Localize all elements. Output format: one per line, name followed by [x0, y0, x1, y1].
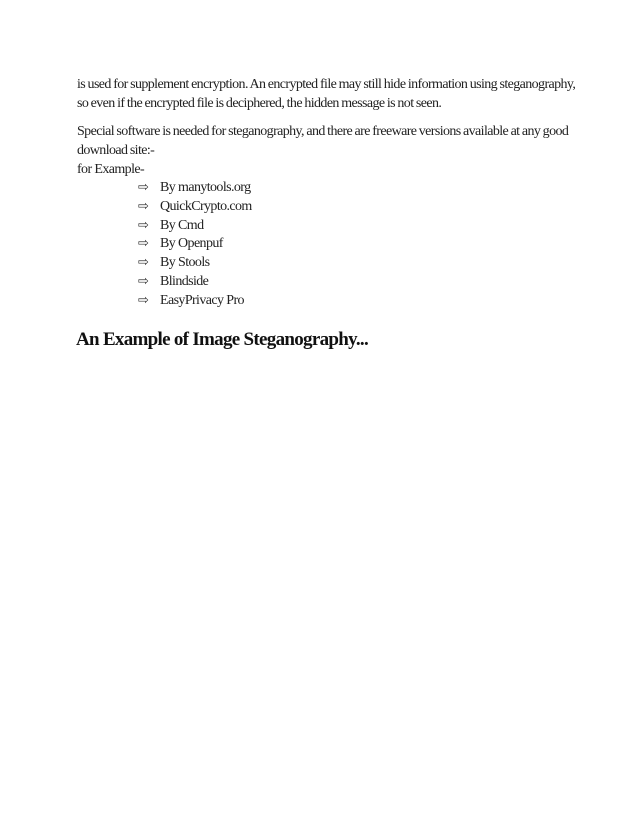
- paragraph-software: Special software is needed for steganography, and there are freeware versions available at any good download site:-: [77, 124, 569, 158]
- arrow-right-icon: ⇨: [138, 198, 149, 214]
- tool-label: By Stools: [160, 255, 210, 271]
- arrow-right-icon: ⇨: [138, 273, 149, 289]
- list-item: [138, 198, 252, 217]
- tool-label: By manytools.org: [160, 180, 251, 195]
- arrow-right-icon: ⇨: [138, 292, 149, 308]
- arrow-right-icon: ⇨: [138, 217, 149, 233]
- tool-label: By Cmd: [160, 217, 204, 233]
- tool-label: EasyPrivacy Pro: [160, 292, 244, 308]
- list-item: [138, 217, 252, 236]
- arrow-right-icon: ⇨: [138, 236, 149, 252]
- arrow-right-icon: ⇨: [138, 255, 149, 271]
- tool-label: By Openpuf: [160, 236, 223, 252]
- list-item: [138, 273, 252, 292]
- tool-label: Blindside: [160, 273, 209, 289]
- tools-list: [138, 179, 252, 311]
- list-item: [138, 254, 252, 273]
- section-heading: An Example of Image Steganography...: [76, 329, 369, 350]
- paragraph-encryption: is used for supplement encryption. An encrypted file may still hide information using steganography, so even if the encrypted file is deciphered, the hidden message is not seen.: [77, 77, 576, 111]
- list-item: [138, 179, 252, 198]
- arrow-right-icon: ⇨: [138, 180, 149, 195]
- list-item: [138, 292, 252, 311]
- tool-label: QuickCrypto.com: [160, 198, 252, 214]
- list-intro: for Example-: [77, 162, 145, 177]
- list-item: [138, 235, 252, 254]
